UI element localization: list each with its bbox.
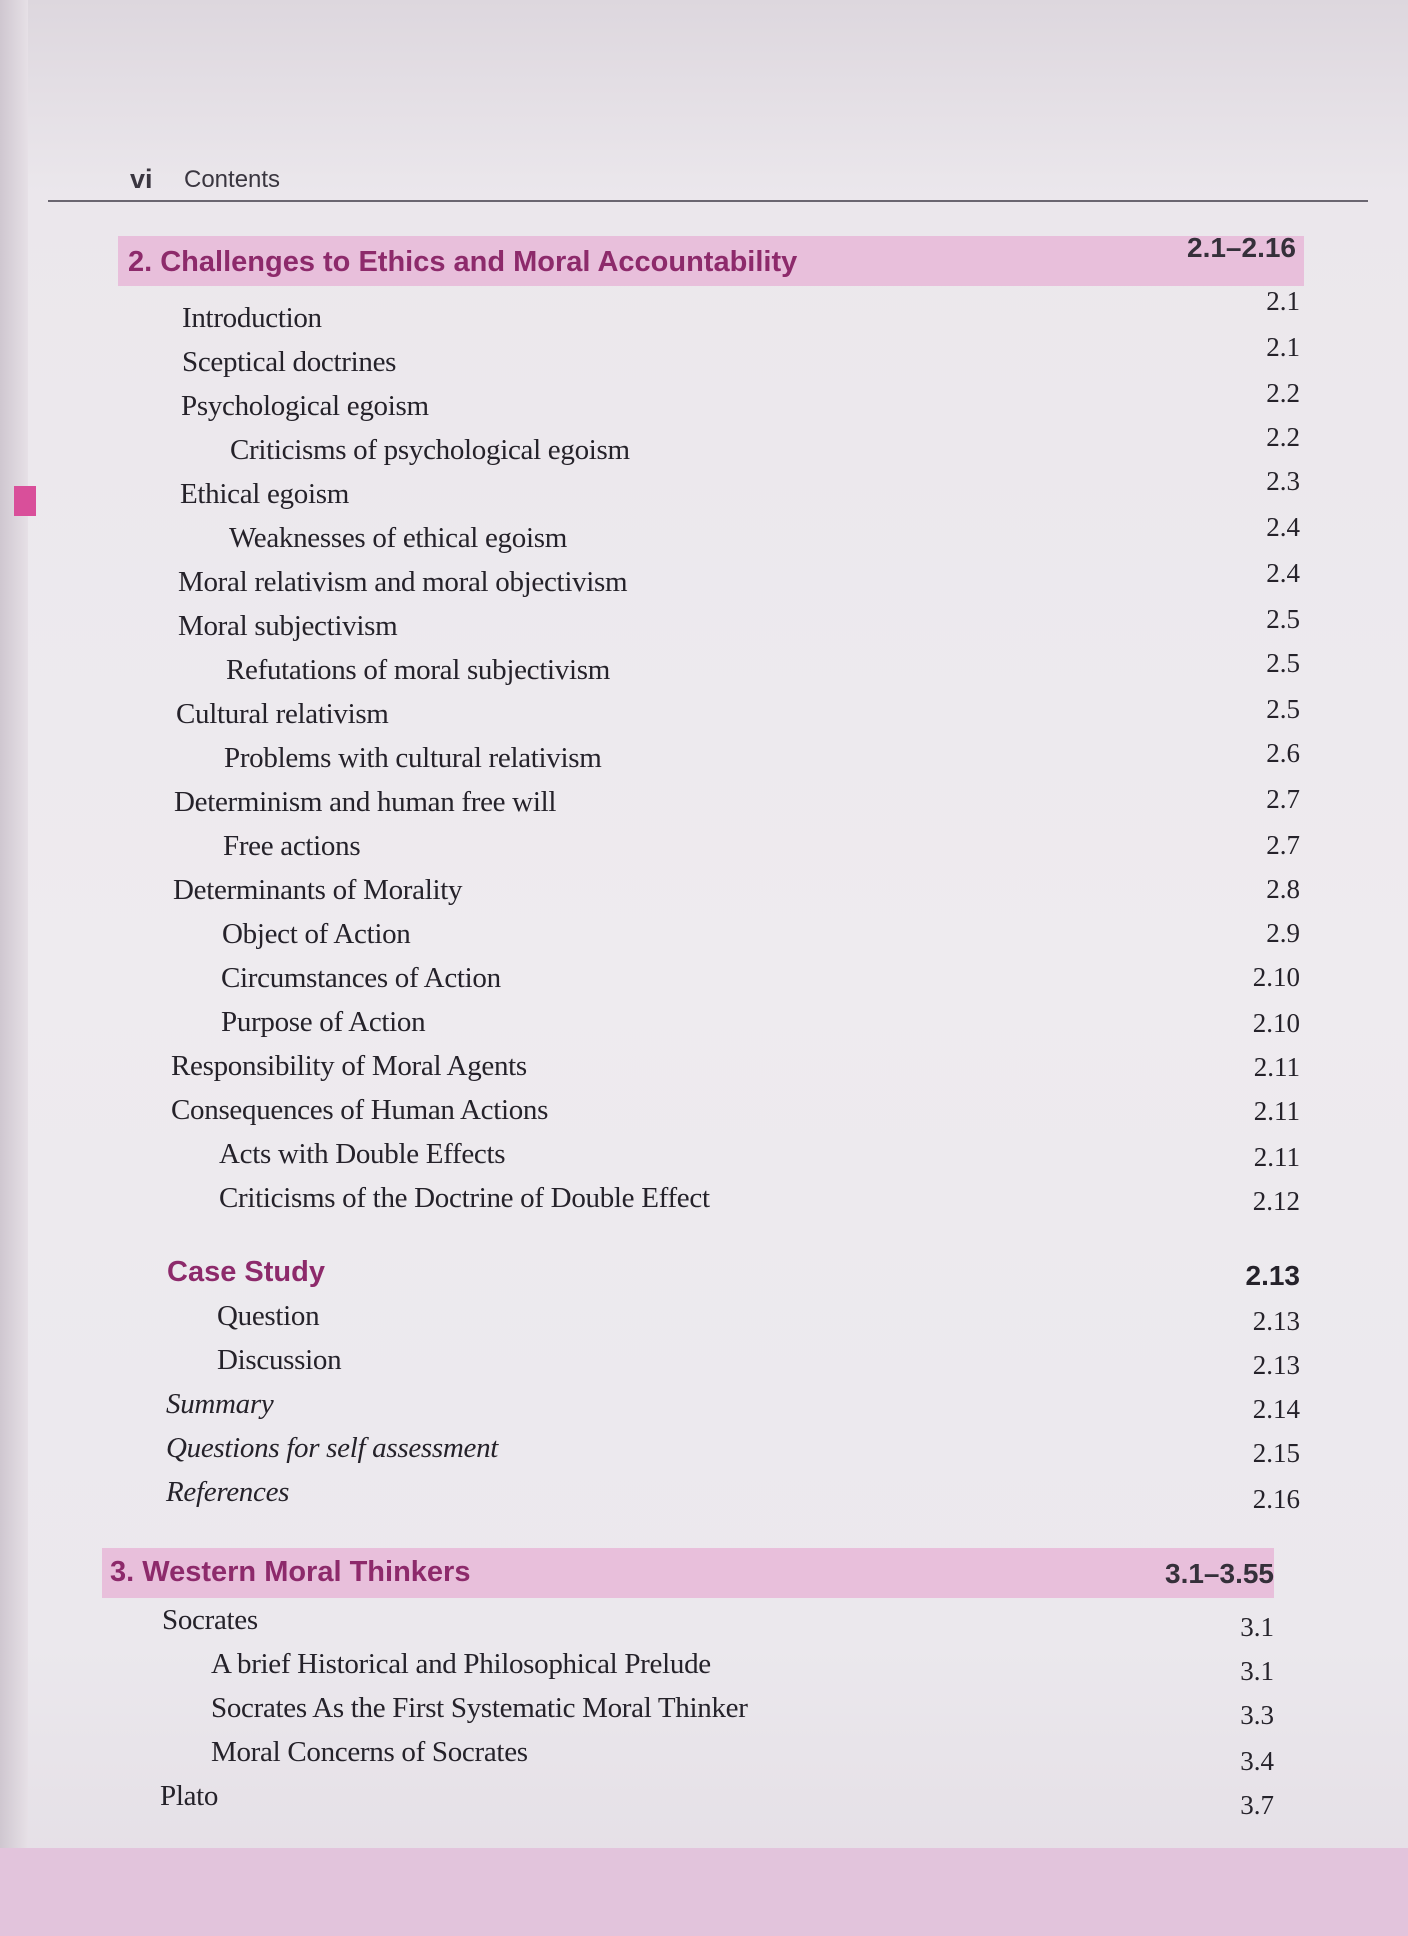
toc-entry: Consequences of Human Actions: [171, 1094, 549, 1126]
toc-entry: References: [166, 1476, 290, 1508]
toc-page: 3.1: [1240, 1612, 1274, 1642]
toc-page: 3.7: [1240, 1790, 1274, 1820]
toc-page: 2.15: [1252, 1438, 1300, 1468]
toc-entry: Circumstances of Action: [221, 962, 501, 994]
toc-entry: Summary: [166, 1388, 274, 1420]
toc-page: 2.16: [1252, 1484, 1300, 1514]
toc-entry: Socrates: [162, 1604, 258, 1636]
toc-entry: Sceptical doctrines: [182, 346, 397, 378]
toc-entry: Psychological egoism: [181, 390, 429, 422]
toc-page: 2.2: [1266, 422, 1300, 452]
chapter-2-header: [118, 232, 1304, 286]
chapter-3-title: 3. Western Moral Thinkers: [110, 1556, 471, 1588]
chapter-3-range: 3.1–3.55: [1165, 1558, 1274, 1589]
toc-entry: Cultural relativism: [176, 698, 389, 730]
toc-entry: Free actions: [223, 830, 361, 862]
toc-page: 2.6: [1266, 738, 1300, 768]
toc-entry: Moral subjectivism: [178, 610, 398, 642]
toc-page: 2.9: [1266, 918, 1300, 948]
toc-entry: Introduction: [182, 302, 322, 334]
toc-page: 2.4: [1266, 512, 1300, 542]
toc-page: 2.14: [1252, 1394, 1300, 1424]
toc-entry: Criticisms of psychological egoism: [230, 434, 630, 466]
toc-entry: Weaknesses of ethical egoism: [229, 522, 567, 554]
toc-page: 2.3: [1266, 466, 1300, 496]
toc-entry: Moral Concerns of Socrates: [211, 1736, 528, 1768]
chapter-2-range: 2.1–2.16: [1187, 232, 1296, 263]
toc-page: 2.12: [1252, 1186, 1300, 1216]
toc-page: 2.1: [1266, 286, 1300, 316]
toc-page: 3.1: [1240, 1656, 1274, 1686]
toc-entry: Object of Action: [222, 918, 411, 950]
toc-page: 2.11: [1253, 1096, 1300, 1126]
toc-entry: Criticisms of the Doctrine of Double Effect: [219, 1182, 710, 1214]
toc-page: 2.11: [1253, 1142, 1300, 1172]
toc-entry: Ethical egoism: [180, 478, 349, 510]
running-head-label: Contents: [184, 166, 281, 193]
toc-page: 2.5: [1266, 604, 1300, 634]
toc-entry: Problems with cultural relativism: [224, 742, 602, 774]
chapter-2-title: 2. Challenges to Ethics and Moral Accountability: [128, 246, 798, 278]
toc-page: 2.10: [1252, 962, 1300, 992]
toc-page: 3.4: [1240, 1746, 1274, 1776]
toc-page: 2.5: [1266, 694, 1300, 724]
toc-page: 2.8: [1266, 874, 1300, 904]
toc-entry: Determinants of Morality: [173, 874, 463, 906]
toc-page: 2.10: [1252, 1008, 1300, 1038]
toc-page: 2.11: [1253, 1052, 1300, 1082]
toc-entry: Plato: [160, 1780, 219, 1812]
toc-page: 2.13: [1252, 1350, 1300, 1380]
toc-page: 2.2: [1266, 378, 1300, 408]
page-number: vi: [130, 164, 153, 194]
toc-entry: Socrates As the First Systematic Moral Thinker: [211, 1692, 748, 1724]
case-study-page: 2.13: [1245, 1260, 1300, 1291]
page-edge: [0, 0, 28, 1936]
toc-page: 2.5: [1266, 648, 1300, 678]
toc-entry: Discussion: [217, 1344, 342, 1376]
toc-page: 2.1: [1266, 332, 1300, 362]
toc-page: 3.3: [1240, 1700, 1274, 1730]
toc-page: 2.4: [1266, 558, 1300, 588]
case-study-heading: Case Study: [167, 1256, 325, 1288]
toc-entry: Purpose of Action: [221, 1006, 426, 1038]
chapter-3-page-numbers: [1154, 0, 1274, 1936]
toc-entry: A brief Historical and Philosophical Prelude: [211, 1648, 711, 1680]
toc-entry: Acts with Double Effects: [219, 1138, 506, 1170]
toc-entry: Question: [217, 1300, 320, 1332]
toc-page: 2.13: [1252, 1306, 1300, 1336]
toc-entry: Responsibility of Moral Agents: [171, 1050, 527, 1082]
toc-entry: Moral relativism and moral objectivism: [178, 566, 628, 598]
toc-page: 2.7: [1266, 830, 1300, 860]
toc-entry: Determinism and human free will: [174, 786, 557, 818]
toc-entry: Questions for self assessment: [166, 1432, 499, 1464]
toc-entry: Refutations of moral subjectivism: [226, 654, 610, 686]
chapter-3-header: [102, 1548, 1274, 1598]
toc-page: 2.7: [1266, 784, 1300, 814]
side-thumb-tab: [14, 486, 36, 516]
